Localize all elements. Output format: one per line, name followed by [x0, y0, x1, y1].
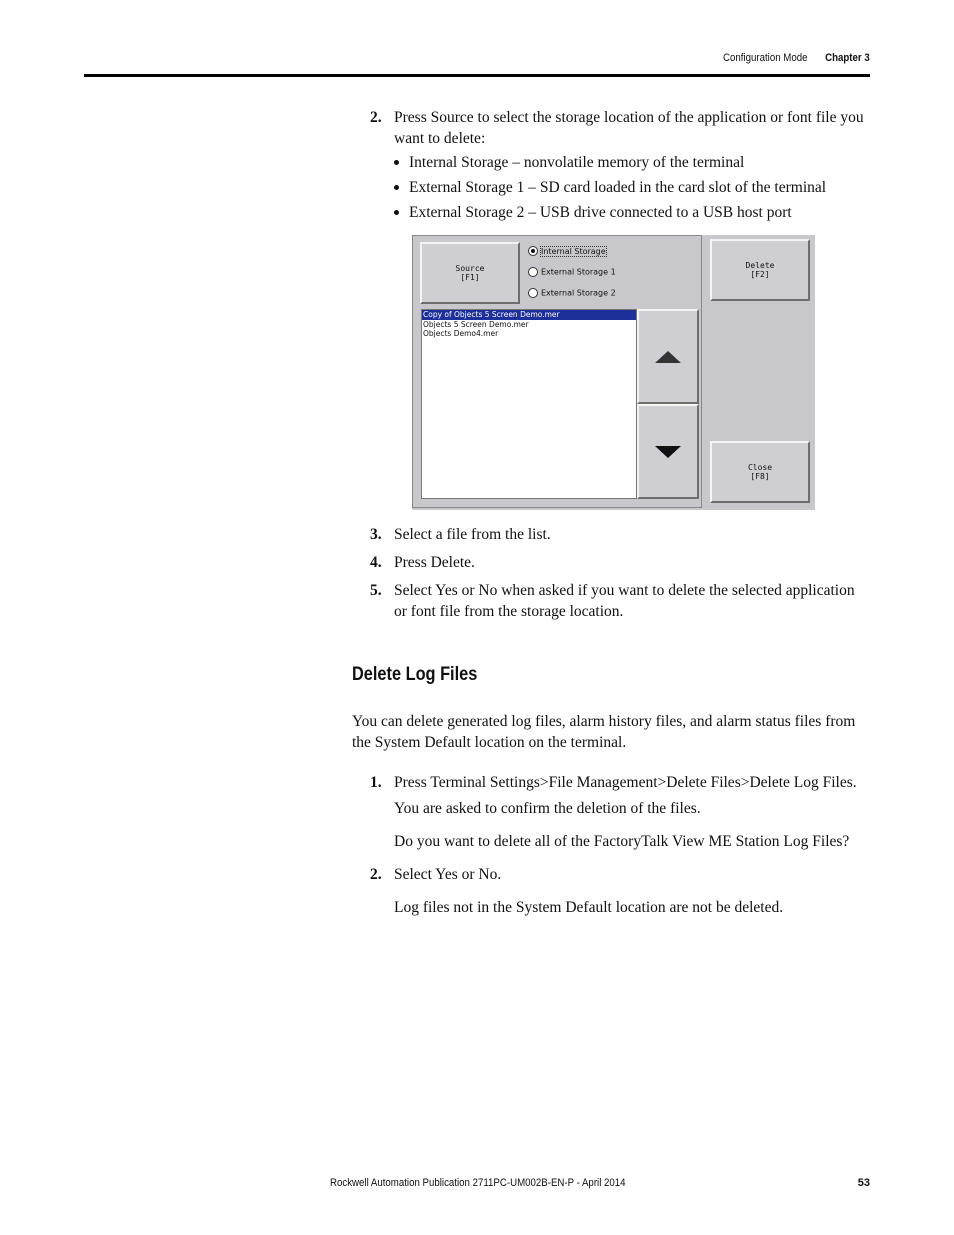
step-number: 2. — [370, 866, 382, 883]
confirmation-prompt: Do you want to delete all of the FactoryTalk View ME Station Log Files? — [394, 833, 850, 850]
delete-button-label: Delete — [745, 261, 775, 270]
file-list-item[interactable]: Objects Demo4.mer — [423, 329, 499, 338]
scroll-up-button[interactable] — [637, 309, 699, 404]
bullet-item — [394, 202, 792, 223]
step-3 — [370, 524, 870, 545]
close-button-key: [F8] — [750, 472, 770, 481]
radio-icon — [528, 267, 538, 277]
source-button-key: [F1] — [460, 273, 480, 282]
log-step-1 — [370, 772, 870, 793]
step-text: Select a file from the list. — [394, 526, 551, 543]
radio-label: External Storage 1 — [541, 267, 616, 277]
radio-label: External Storage 2 — [541, 288, 616, 298]
step-text: Select Yes or No when asked if you want to delete the selected application or font file from the storage location. — [394, 582, 855, 620]
step-text: Press Source to select the storage location of the application or font file you want to delete: — [394, 109, 864, 147]
header-chapter: Chapter 3 — [825, 52, 870, 64]
bullet-text: Internal Storage – nonvolatile memory of the terminal — [409, 154, 745, 171]
section-intro: You can delete generated log files, alarm history files, and alarm status files from the System Default location on the terminal. — [352, 713, 856, 751]
step-number: 2. — [370, 109, 382, 126]
step-number: 5. — [370, 582, 382, 599]
bullet-dot — [394, 160, 399, 165]
section-heading: Delete Log Files — [352, 664, 478, 685]
scroll-down-button[interactable] — [637, 404, 699, 499]
bullet-text: External Storage 2 – USB drive connected to a USB host port — [409, 204, 792, 221]
delete-files-screen — [412, 235, 815, 510]
file-panel — [412, 235, 702, 508]
bullet-item — [394, 152, 744, 173]
close-button-label: Close — [747, 463, 773, 472]
step-text: Press Terminal Settings>File Management>Delete Files>Delete Log Files. — [394, 774, 857, 791]
radio-label: Internal Storage — [541, 246, 606, 256]
bullet-text: External Storage 1 – SD card loaded in the card slot of the terminal — [409, 179, 827, 196]
step-note: You are asked to confirm the deletion of the files. — [394, 800, 701, 817]
step-5 — [370, 580, 870, 622]
step-number: 1. — [370, 774, 382, 791]
publication-info: Rockwell Automation Publication 2711PC-UM002B-EN-P - April 2014 — [330, 1177, 626, 1189]
step-4 — [370, 552, 870, 573]
bullet-item — [394, 177, 826, 198]
source-button-label: Source — [455, 264, 485, 273]
page-number: 53 — [857, 1177, 870, 1189]
bullet-dot — [394, 185, 399, 190]
radio-icon — [528, 288, 538, 298]
arrow-up-icon — [655, 351, 681, 363]
delete-button[interactable] — [710, 239, 810, 301]
step-number: 3. — [370, 526, 382, 543]
header-section: Configuration Mode — [723, 52, 808, 64]
step-note: Log files not in the System Default location are not be deleted. — [394, 899, 784, 916]
radio-external-storage-2[interactable] — [528, 288, 616, 298]
running-header — [723, 52, 870, 64]
delete-button-key: [F2] — [750, 270, 770, 279]
file-list-item[interactable]: Objects 5 Screen Demo.mer — [423, 319, 529, 329]
file-list[interactable] — [421, 309, 637, 499]
bullet-dot — [394, 210, 399, 215]
file-list-item[interactable]: Copy of Objects 5 Screen Demo.mer — [422, 310, 636, 320]
log-step-2 — [370, 864, 870, 885]
radio-external-storage-1[interactable] — [528, 267, 616, 277]
radio-selected-icon — [528, 246, 538, 256]
step-text: Select Yes or No. — [394, 866, 502, 883]
close-button[interactable] — [710, 441, 810, 503]
header-rule — [84, 74, 870, 77]
step-2 — [370, 107, 870, 149]
step-text: Press Delete. — [394, 554, 475, 571]
source-button[interactable] — [420, 242, 520, 304]
step-number: 4. — [370, 554, 382, 571]
radio-internal-storage[interactable] — [528, 246, 606, 256]
arrow-down-icon — [655, 446, 681, 458]
